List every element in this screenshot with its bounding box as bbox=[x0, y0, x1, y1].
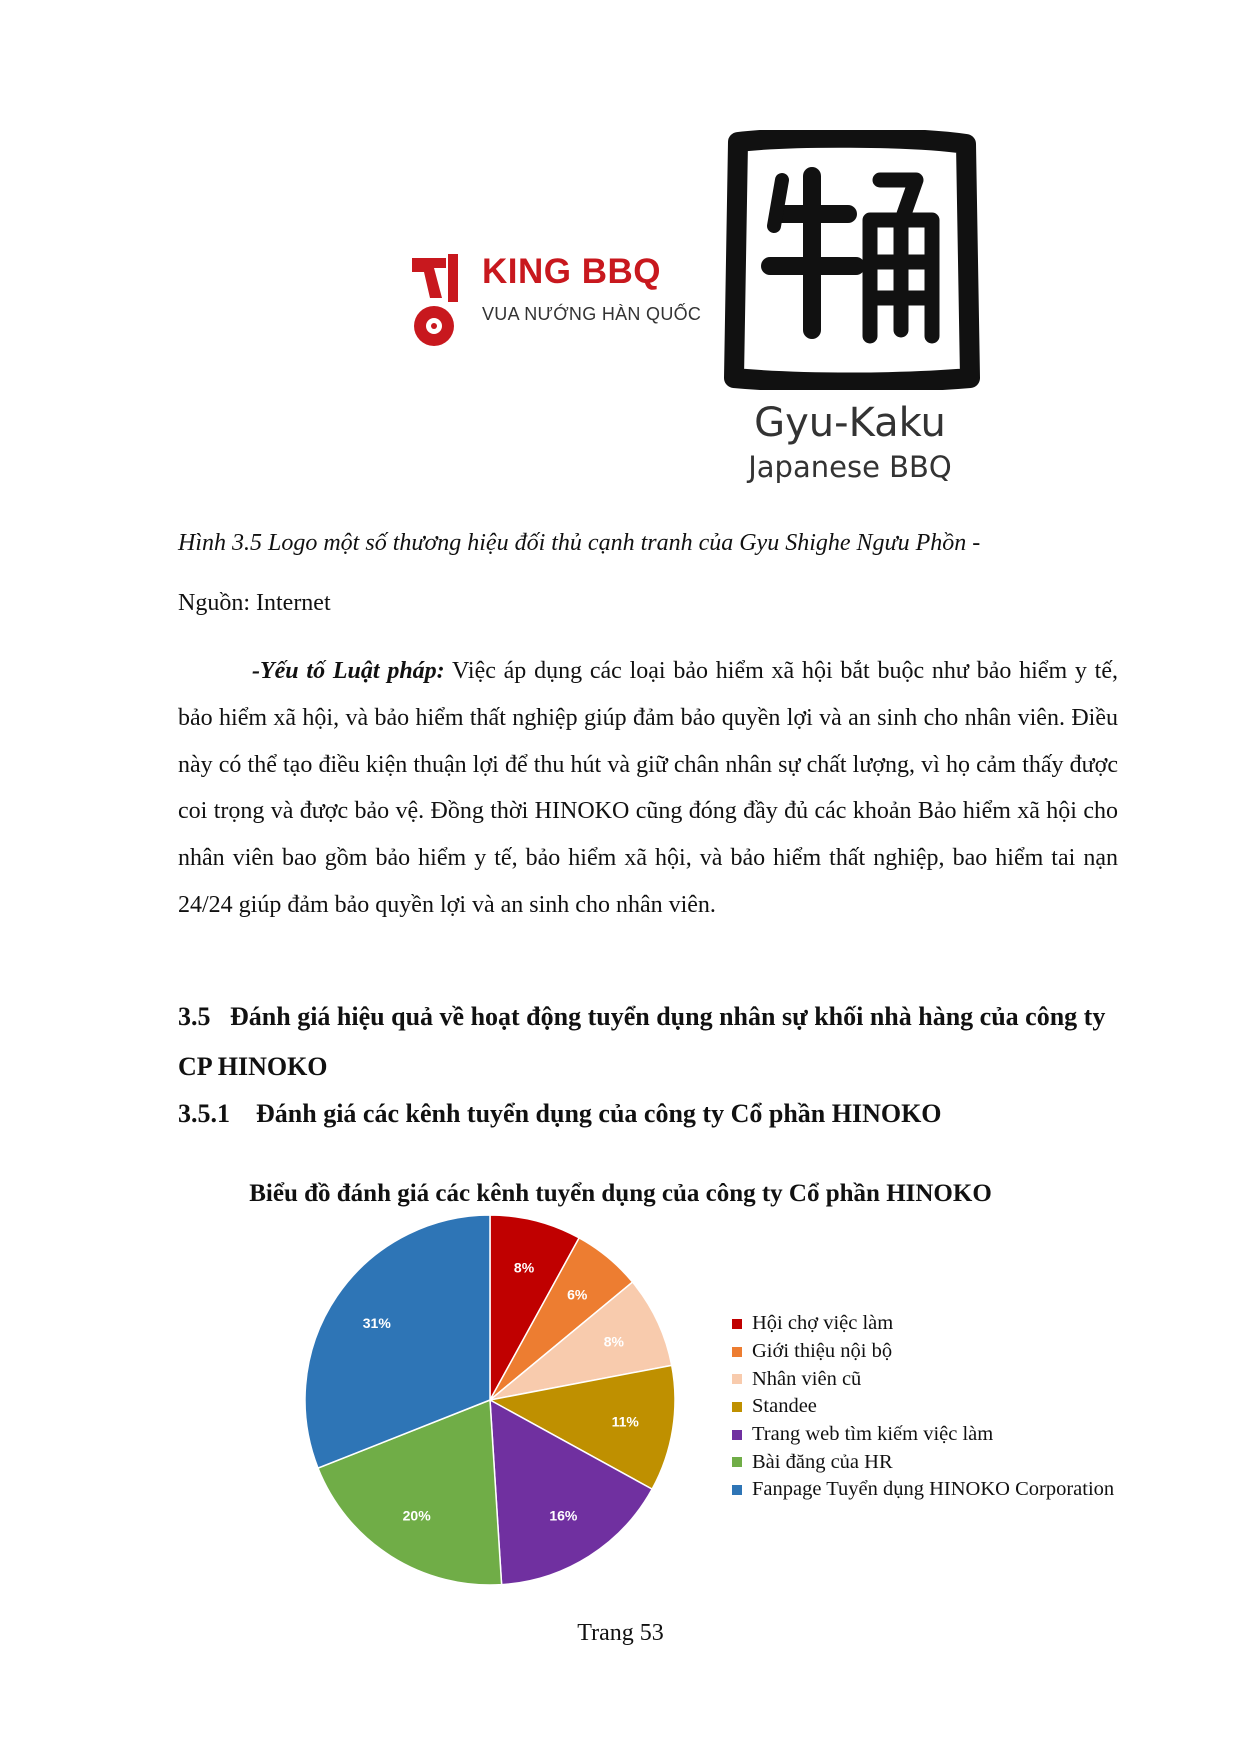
subsection-number: 3.5.1 bbox=[178, 1099, 230, 1128]
legend-label: Trang web tìm kiếm việc làm bbox=[752, 1423, 994, 1446]
gyu-kaku-logo bbox=[700, 130, 1000, 490]
legend-item bbox=[732, 1365, 1114, 1393]
pie-data-label: 6% bbox=[567, 1286, 588, 1303]
legend-swatch bbox=[732, 1457, 742, 1467]
legal-factor-paragraph bbox=[178, 648, 1118, 929]
gyu-kaku-tagline: Japanese BBQ bbox=[748, 450, 952, 484]
king-bbq-logo bbox=[404, 246, 724, 356]
legend-label: Hội chợ việc làm bbox=[752, 1312, 894, 1335]
legend-item bbox=[732, 1338, 1114, 1366]
legend-item bbox=[732, 1476, 1114, 1504]
chart-legend bbox=[732, 1310, 1114, 1504]
legend-item bbox=[732, 1421, 1114, 1449]
pie-data-label: 31% bbox=[362, 1315, 391, 1332]
legend-swatch bbox=[732, 1430, 742, 1440]
legend-swatch bbox=[732, 1485, 742, 1495]
legend-swatch bbox=[732, 1347, 742, 1357]
gyu-kaku-emblem-icon bbox=[720, 130, 980, 390]
section-heading-3-5-1 bbox=[178, 1094, 942, 1134]
legend-label: Standee bbox=[752, 1395, 817, 1418]
figure-source: Nguồn: Internet bbox=[178, 590, 331, 616]
king-bbq-subtitle: VUA NƯỚNG HÀN QUỐC bbox=[482, 304, 702, 324]
legend-label: Nhân viên cũ bbox=[752, 1367, 862, 1390]
king-bbq-mark-icon bbox=[404, 250, 464, 350]
page-number: Trang 53 bbox=[577, 1620, 664, 1646]
legend-label: Giới thiệu nội bộ bbox=[752, 1340, 893, 1363]
legend-swatch bbox=[732, 1319, 742, 1329]
section-number: 3.5 bbox=[178, 1002, 211, 1031]
pie-data-label: 8% bbox=[513, 1259, 535, 1276]
gyu-kaku-name: Gyu-Kaku bbox=[754, 400, 946, 446]
section-title: Đánh giá hiệu quả về hoạt động tuyển dụng nhân sự khối nhà hàng của công ty CP HINOKO bbox=[178, 1002, 1106, 1081]
legend-item bbox=[732, 1393, 1114, 1421]
legend-label: Fanpage Tuyển dụng HINOKO Corporation bbox=[752, 1478, 1115, 1501]
figure-caption: Hình 3.5 Logo một số thương hiệu đối thủ cạnh tranh của Gyu Shighe Ngưu Phồn - bbox=[178, 530, 981, 556]
king-bbq-title: KING BBQ bbox=[482, 252, 661, 291]
legend-item bbox=[732, 1448, 1114, 1476]
legend-swatch bbox=[732, 1374, 742, 1384]
pie-data-label: 8% bbox=[603, 1333, 624, 1350]
competitor-logos bbox=[0, 0, 1241, 500]
legend-label: Bài đăng của HR bbox=[752, 1450, 893, 1473]
legend-item bbox=[732, 1310, 1114, 1338]
legend-swatch bbox=[732, 1402, 742, 1412]
paragraph-lead: -Yếu tố Luật pháp: bbox=[252, 658, 445, 684]
pie-data-label: 16% bbox=[549, 1507, 578, 1524]
pie-data-label: 20% bbox=[402, 1507, 431, 1524]
subsection-title: Đánh giá các kênh tuyển dụng của công ty Cổ phần HINOKO bbox=[256, 1099, 942, 1128]
section-heading-3-5 bbox=[178, 992, 1118, 1092]
paragraph-body: Việc áp dụng các loại bảo hiểm xã hội bắt buộc như bảo hiểm y tế, bảo hiểm xã hội, và bảo hiểm thất nghiệp giúp đảm bảo quyền lợi và an sinh cho nhân viên. Điều này có thể tạo điều kiện thuận lợi để thu hút và giữ chân nhân sự chất lượng, vì họ cảm thấy được coi trọng và được bảo vệ. Đồng thời HINOKO cũng đóng đầy đủ các khoản Bảo hiểm xã hội cho nhân viên bao gồm bảo hiểm y tế, bảo hiểm xã hội, và bảo hiểm thất nghiệp, bao hiểm tai nạn 24/24 giúp đảm bảo quyền lợi và an sinh cho nhân viên. bbox=[178, 658, 1118, 918]
pie-data-label: 11% bbox=[611, 1413, 639, 1430]
pie-chart bbox=[300, 1210, 680, 1590]
chart-title: Biểu đồ đánh giá các kênh tuyển dụng của công ty Cổ phần HINOKO bbox=[249, 1180, 992, 1207]
